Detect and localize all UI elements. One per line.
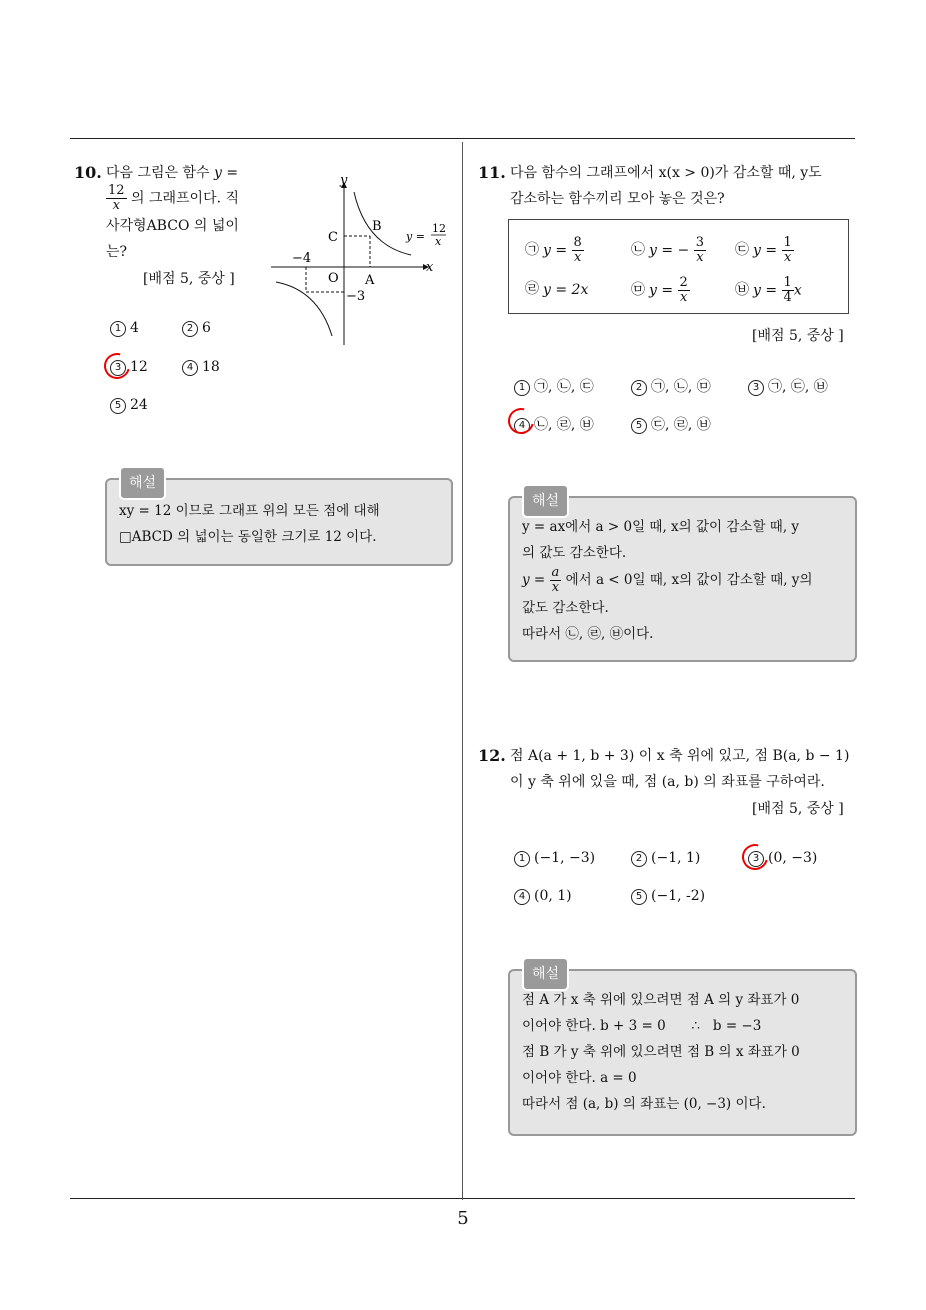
question-text: 점 A(a + 1, b + 3) 이 x 축 위에 있고, 점 B(a, b − 1) 이 y 축 위에 있을 때, 점 (a, b) 의 좌표를 구하여라.	[510, 748, 850, 790]
label-C: C	[328, 230, 338, 245]
choice-mark: 1	[514, 851, 530, 867]
question-number: 10.	[74, 163, 102, 182]
choice-mark: 1	[514, 380, 530, 396]
fraction: $\frac{12}{x}$	[108, 183, 125, 213]
choice-2[interactable]: 2 ㉠, ㉡, ㉤	[631, 376, 711, 396]
page-number: 5	[457, 1208, 469, 1229]
choice-4[interactable]: 4 18	[182, 359, 220, 376]
choice-5[interactable]: 5 ㉢, ㉣, ㉥	[631, 414, 711, 434]
answer-mark	[737, 839, 773, 875]
curve-label-den: x	[435, 235, 442, 248]
hyperbola-branch-right	[354, 192, 411, 255]
function-item-4: ㉣ y = 2x	[525, 281, 589, 298]
column-divider	[462, 142, 463, 1200]
score-meta: [배점 5, 중상 ]	[752, 801, 844, 817]
solution-box: 해설 y = ax에서 a > 0일 때, x의 값이 감소할 때, y 의 값도 감소한다. y = $\frac{a}{x}$ 에서 a < 0일 때, x의 값이 감소할 때, y의 값도 감소한다. 따라서 ㉡, ㉣, ㉥이다.	[508, 496, 857, 662]
choice-2[interactable]: 2 (−1, 1)	[631, 850, 700, 867]
choice-1[interactable]: 1 4	[110, 320, 139, 337]
choice-mark: 2	[631, 380, 647, 396]
curve-label-num: 12	[432, 222, 446, 235]
solution-tag: 해설	[522, 957, 569, 991]
choice-mark: 3	[748, 380, 764, 396]
choice-4[interactable]: 4 (0, 1)	[514, 888, 572, 905]
label-y-axis: y	[340, 173, 348, 188]
choice-3[interactable]: 3 (0, −3)	[748, 850, 817, 867]
function-item-2: ㉡ y = − $\frac{3}{x}$	[631, 235, 705, 265]
label-A: A	[365, 273, 375, 288]
choice-mark: 3	[110, 360, 126, 376]
choice-mark: 5	[631, 418, 647, 434]
choice-3[interactable]: 3 12	[110, 359, 148, 376]
function-item-6: ㉥ y = $\frac{1}{4}$ x	[735, 275, 802, 305]
top-rule	[70, 138, 855, 139]
curve-label: y =	[406, 230, 425, 243]
question-number: 11.	[478, 163, 506, 182]
choice-mark: 4	[514, 418, 530, 434]
choice-mark: 4	[182, 360, 198, 376]
choice-5[interactable]: 5 (−1, -2)	[631, 888, 705, 905]
answer-mark	[99, 348, 135, 384]
solution-tag: 해설	[522, 484, 569, 518]
question-text: 다음 함수의 그래프에서 x(x > 0)가 감소할 때, y도 감소하는 함수끼리 모아 놓은 것은?	[510, 165, 822, 207]
function-item-1: ㉠ y = $\frac{8}{x}$	[525, 235, 582, 265]
hyperbola-graph	[266, 170, 456, 355]
solution-box: 해설 xy = 12 이므로 그래프 위의 모든 점에 대해 □ABCD 의 넓이는 동일한 크기로 12 이다.	[105, 478, 453, 566]
hyperbola-branch-left	[276, 282, 332, 336]
choice-4[interactable]: 4 ㉡, ㉣, ㉥	[514, 414, 594, 434]
choice-mark: 4	[514, 889, 530, 905]
solution-tag: 해설	[119, 466, 166, 500]
question-number: 12.	[478, 746, 506, 765]
label-x-axis: x	[426, 260, 434, 275]
function-item-3: ㉢ y = $\frac{1}{x}$	[735, 235, 792, 265]
solution-box: 해설 점 A 가 x 축 위에 있으려면 점 A 의 y 좌표가 0 이어야 한다. b + 3 = 0 ∴ b = −3 점 B 가 y 축 위에 있으려면 점 B 의 x 좌표가 0 이어야 한다. a = 0 따라서 점 (a, b) 의 좌표는 (0, −3) 이다.	[508, 969, 857, 1136]
choice-mark: 3	[748, 851, 764, 867]
choice-mark: 5	[110, 398, 126, 414]
choice-mark: 5	[631, 889, 647, 905]
score-meta: [배점 5, 중상 ]	[143, 271, 235, 287]
tick-neg4: −4	[292, 251, 312, 266]
choice-mark: 1	[110, 321, 126, 337]
choice-2[interactable]: 2 6	[182, 320, 211, 337]
choice-5[interactable]: 5 24	[110, 397, 148, 414]
function-list-box	[508, 219, 849, 314]
question-text: 다음 그림은 함수 y = $\frac{12}{x}$ 의 그래프이다. 직 사각형ABCO 의 넓이 는?	[106, 165, 240, 260]
choice-mark: 2	[182, 321, 198, 337]
score-meta: [배점 5, 중상 ]	[752, 328, 844, 344]
choice-3[interactable]: 3 ㉠, ㉢, ㉥	[748, 376, 828, 396]
function-item-5: ㉤ y = $\frac{2}{x}$	[631, 275, 688, 305]
label-O: O	[328, 271, 339, 286]
label-B: B	[372, 219, 382, 234]
tick-neg3: −3	[346, 289, 366, 304]
choice-1[interactable]: 1 (−1, −3)	[514, 850, 595, 867]
choice-mark: 2	[631, 851, 647, 867]
choice-1[interactable]: 1 ㉠, ㉡, ㉢	[514, 376, 594, 396]
